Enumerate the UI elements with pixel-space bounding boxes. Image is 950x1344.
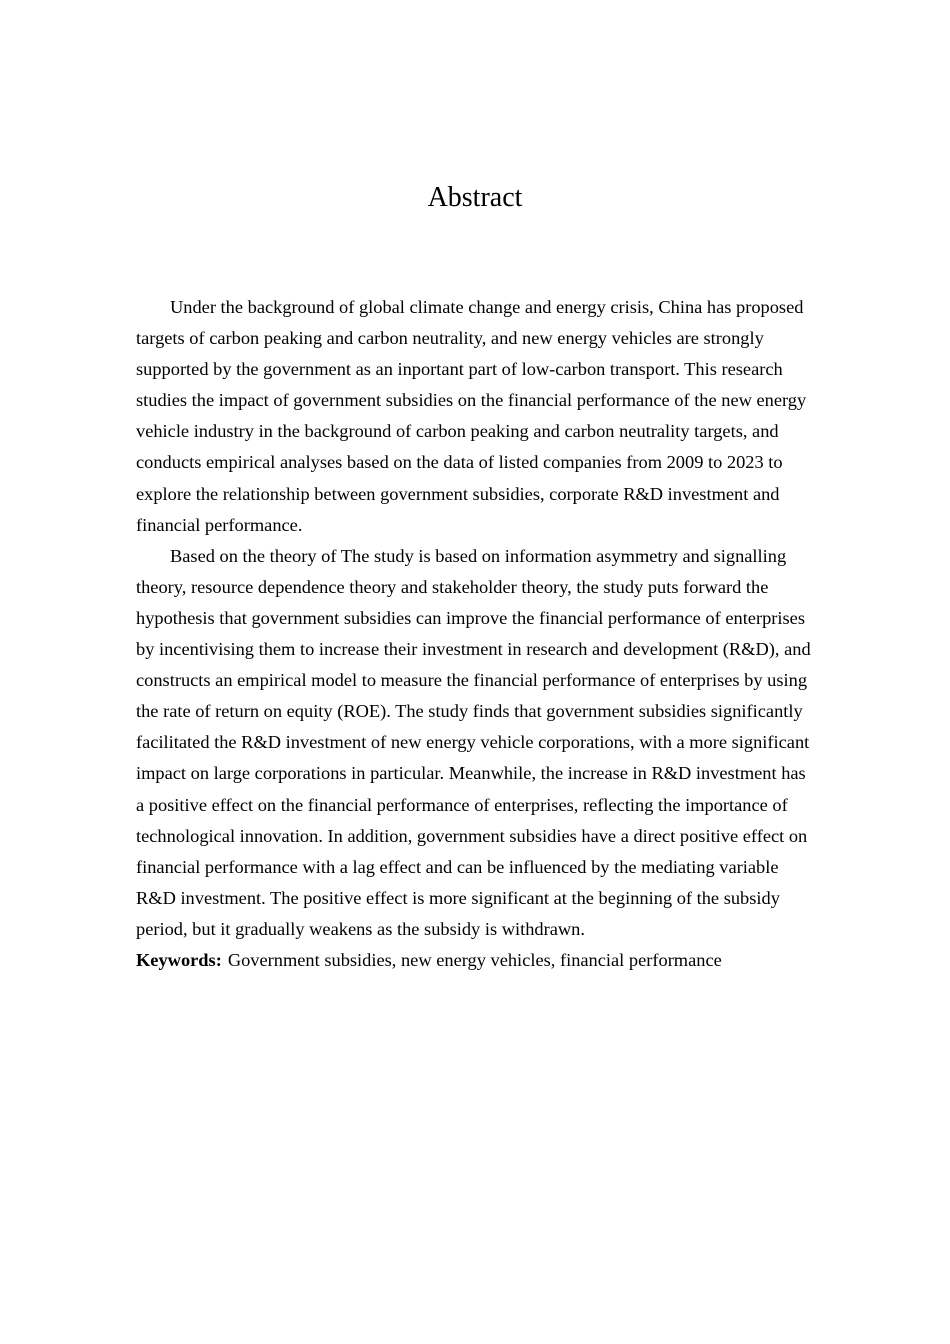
keywords-line bbox=[136, 945, 816, 976]
keywords-text: Government subsidies, new energy vehicles, financial performance bbox=[227, 949, 722, 970]
abstract-paragraph-1: Under the background of global climate change and energy crisis, China has proposed targets of carbon peaking and carbon neutrality, and new energy vehicles are strongly supported by the government as an inportant part of low-carbon transport. This research studies the impact of government subsidies on the financial performance of the new energy vehicle industry in the background of carbon peaking and carbon neutrality targets, and conducts empirical analyses based on the data of listed companies from 2009 to 2023 to explore the relationship between government subsidies, corporate R&D investment and financial performance. bbox=[136, 297, 807, 535]
abstract-title: Abstract bbox=[427, 182, 523, 213]
abstract-body bbox=[136, 292, 816, 976]
keywords-separator: : bbox=[215, 949, 222, 970]
keywords-label: Keywords bbox=[136, 949, 216, 970]
abstract-paragraph-2: Based on the theory of The study is based on information asymmetry and signalling theory, resource dependence theory and stakeholder theory, the study puts forward the hypothesis that government subsidies can improve the financial performance of enterprises by incentivising them to increase their investment in research and development (R&D), and constructs an empirical model to measure the financial performance of enterprises by using the rate of return on equity (ROE). The study finds that government subsidies significantly facilitated the R&D investment of new energy vehicle corporations, with a more significant impact on large corporations in particular. Meanwhile, the increase in R&D investment has a positive effect on the financial performance of enterprises, reflecting the importance of technological innovation. In addition, government subsidies have a direct positive effect on financial performance with a lag effect and can be influenced by the mediating variable R&D investment. The positive effect is more significant at the beginning of the subsidy period, but it gradually weakens as the subsidy is withdrawn. bbox=[136, 545, 811, 939]
